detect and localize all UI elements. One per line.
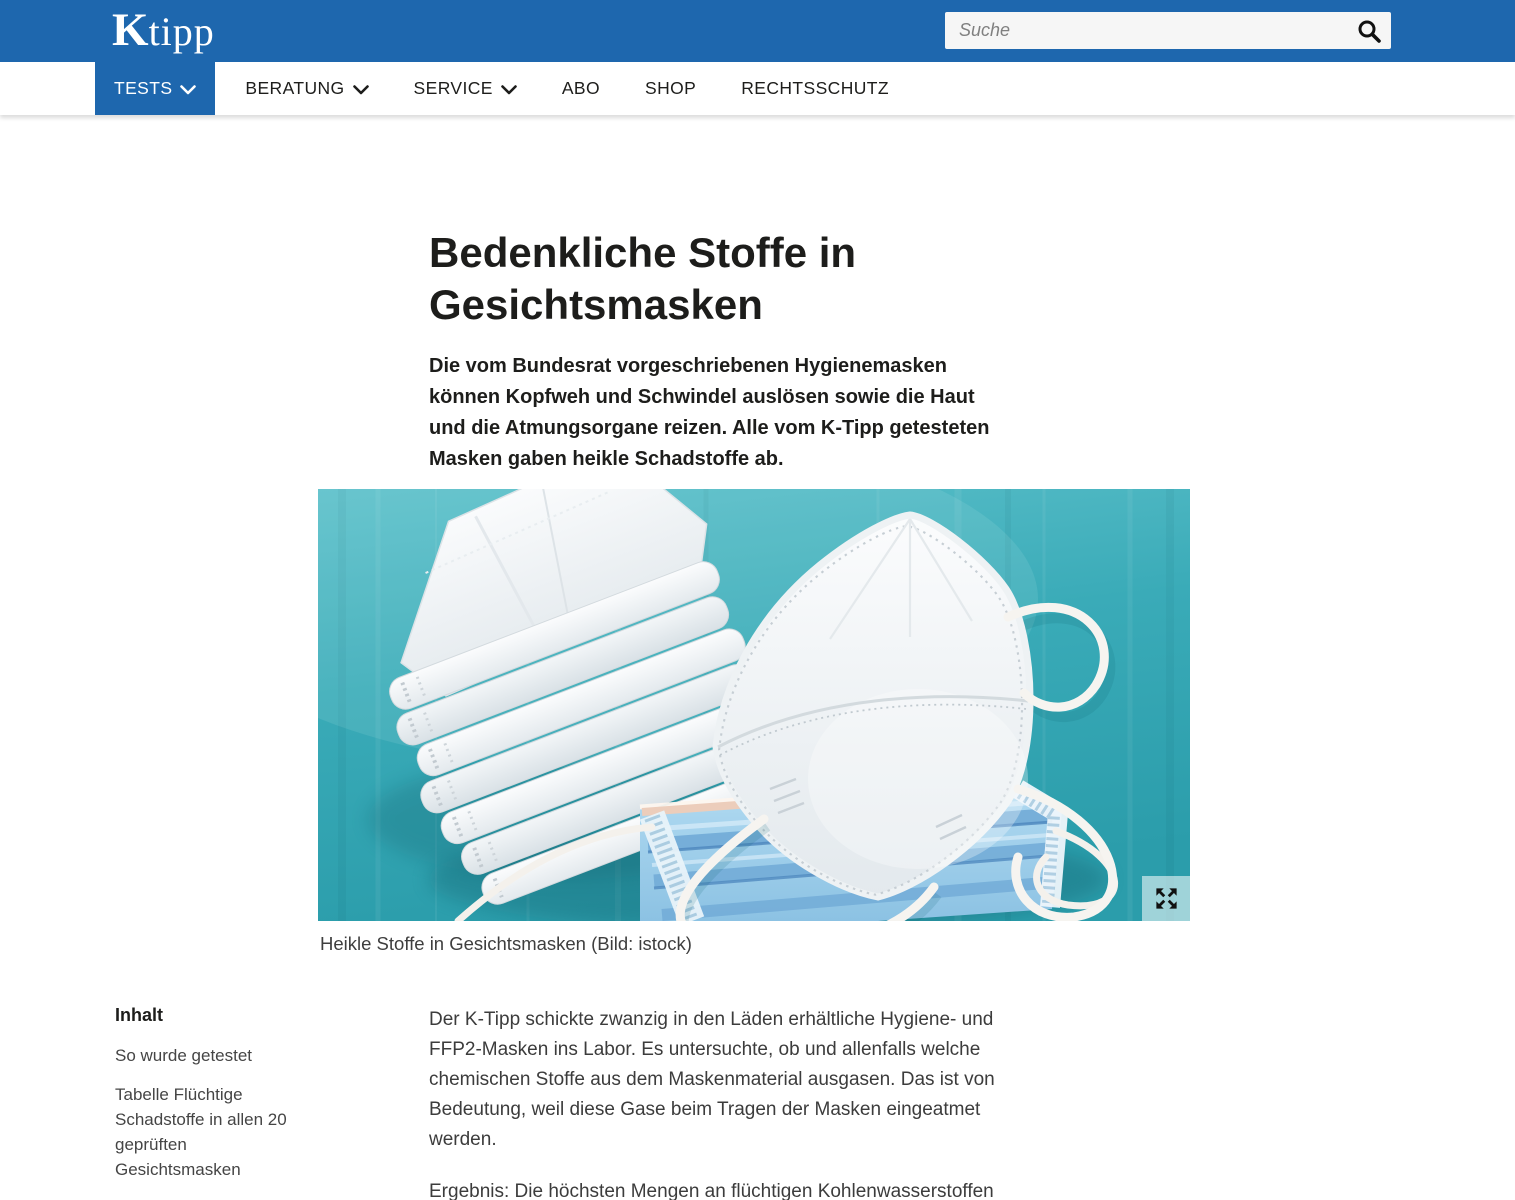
paragraph	[429, 1177, 1079, 1200]
search-button[interactable]	[1347, 12, 1391, 49]
body-line: werden.	[429, 1129, 497, 1150]
hero-image	[318, 489, 1190, 921]
content-columns	[0, 1005, 1515, 1200]
body-line: FFP2-Masken ins Labor. Es untersuchte, ob und allenfalls welche	[429, 1039, 981, 1060]
search-box	[945, 12, 1391, 49]
toc-sidebar	[115, 1005, 305, 1196]
nav-item-rechtsschutz[interactable]	[741, 62, 889, 115]
masthead	[0, 0, 1515, 62]
lead-line: können Kopfweh und Schwindel auslösen sowie die Haut	[429, 386, 975, 408]
nav-label: RECHTSSCHUTZ	[741, 78, 889, 98]
expand-image-button[interactable]	[1142, 876, 1190, 921]
logo-rest: tipp	[148, 9, 215, 54]
body-line: chemischen Stoffe aus dem Maskenmaterial ausgasen. Das ist von	[429, 1069, 995, 1090]
nav-label: SERVICE	[413, 78, 493, 98]
body-line: Ergebnis: Die höchsten Mengen an flüchtigen Kohlenwasserstoffen	[429, 1181, 994, 1200]
toc-item-tabelle[interactable]: Tabelle Flüchtige Schadstoffe in allen 20 geprüften Gesichtsmasken	[115, 1085, 287, 1179]
image-caption: Heikle Stoffe in Gesichtsmasken (Bild: istock)	[320, 933, 692, 954]
ktipp-logo[interactable]	[112, 0, 215, 62]
page-title	[429, 227, 1079, 331]
toc-item-so-wurde-getestet[interactable]: So wurde getestet	[115, 1046, 253, 1065]
article-lead	[429, 351, 1079, 475]
main-nav	[0, 62, 1515, 115]
lead-line: Die vom Bundesrat vorgeschriebenen Hygienemasken	[429, 355, 947, 377]
nav-item-service[interactable]	[414, 62, 517, 115]
body-line: Bedeutung, weil diese Gase beim Tragen der Masken eingeatmet	[429, 1099, 981, 1120]
article-figure	[318, 489, 1190, 921]
nav-item-abo[interactable]	[562, 62, 600, 115]
lead-line: und die Atmungsorgane reizen. Alle vom K-Tipp getesteten	[429, 417, 990, 439]
chevron-down-icon	[501, 85, 517, 95]
chevron-down-icon	[353, 85, 369, 95]
title-line: Bedenkliche Stoffe in	[429, 229, 857, 276]
lead-line: Masken gaben heikle Schadstoffe ab.	[429, 448, 784, 470]
search-icon	[1356, 18, 1382, 44]
nav-label: SHOP	[645, 78, 697, 98]
logo-k: K	[112, 4, 149, 56]
chevron-down-icon	[180, 85, 196, 95]
body-line: Der K-Tipp schickte zwanzig in den Läden erhältliche Hygiene- und	[429, 1009, 994, 1030]
title-line: Gesichtsmasken	[429, 281, 763, 328]
expand-arrows-icon	[1153, 885, 1180, 912]
nav-label: BERATUNG	[245, 78, 345, 98]
article-body	[429, 1005, 1079, 1200]
nav-label: TESTS	[114, 78, 173, 98]
article-header	[429, 227, 1079, 475]
nav-item-tests[interactable]	[95, 62, 215, 115]
toc-heading: Inhalt	[115, 1005, 163, 1025]
nav-item-beratung[interactable]	[245, 62, 368, 115]
nav-item-shop[interactable]	[645, 62, 696, 115]
paragraph	[429, 1005, 1079, 1155]
search-input[interactable]	[945, 12, 1347, 49]
nav-label: ABO	[561, 78, 601, 98]
